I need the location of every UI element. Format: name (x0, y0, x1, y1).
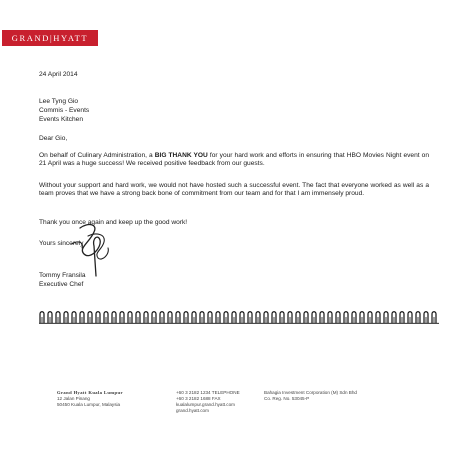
footer-telephone: +60 3 2182 1234 TELEPHONE (176, 390, 240, 395)
handwritten-signature (58, 218, 128, 280)
footer-fax: +60 3 2182 1688 FAX (176, 396, 221, 401)
footer-website-local: kualalumpur.grand.hyatt.com (176, 402, 235, 407)
paragraph-thanks (39, 152, 429, 169)
footer-company-reg: Co. Reg. No. 53045-P (264, 396, 310, 401)
grand-hyatt-logo: GRAND|HYATT (2, 30, 98, 46)
paragraph-thanks-start: On behalf of Culinary Administration, a (39, 152, 155, 159)
salutation: Dear Gio, (39, 135, 68, 142)
letter-date: 24 April 2014 (39, 71, 78, 78)
footer-website: grand.hyatt.com (176, 408, 209, 413)
footer-address-line-1: 12 Jalan Pinang (57, 396, 90, 401)
decorative-border (39, 310, 439, 324)
recipient-department: Events Kitchen (39, 116, 83, 123)
big-thank-you: BIG THANK YOU (154, 152, 208, 159)
paragraph-support: Without your support and hard work, we would not have hosted such a successful event. The fact that everyone worked as well as a team proves that we have a strong back bone of commitment from our team and for that I am immensely proud. (39, 182, 429, 198)
recipient-position: Commis - Events (39, 107, 90, 114)
signer-title: Executive Chef (39, 281, 84, 288)
recipient-name: Lee Tyng Gio (39, 98, 79, 105)
paragraph-thanks-end: for your hard work and efforts in ensuring that HBO Movies Night event on 21 April was a huge success! We received positive feedback from our guests. (39, 152, 429, 168)
signer-name: Tommy Fransila (39, 272, 86, 279)
footer-company-name: Bahagia Investment Corporation (M) Sdn Bhd (264, 390, 357, 395)
footer-address-line-2: 50450 Kuala Lumpur, Malaysia (57, 402, 121, 407)
closing: Yours sincerely (39, 240, 84, 247)
footer-hotel-name: Grand Hyatt Kuala Lumpur (57, 390, 123, 395)
paragraph-closing-thanks: Thank you once again and keep up the good work! (39, 219, 188, 226)
